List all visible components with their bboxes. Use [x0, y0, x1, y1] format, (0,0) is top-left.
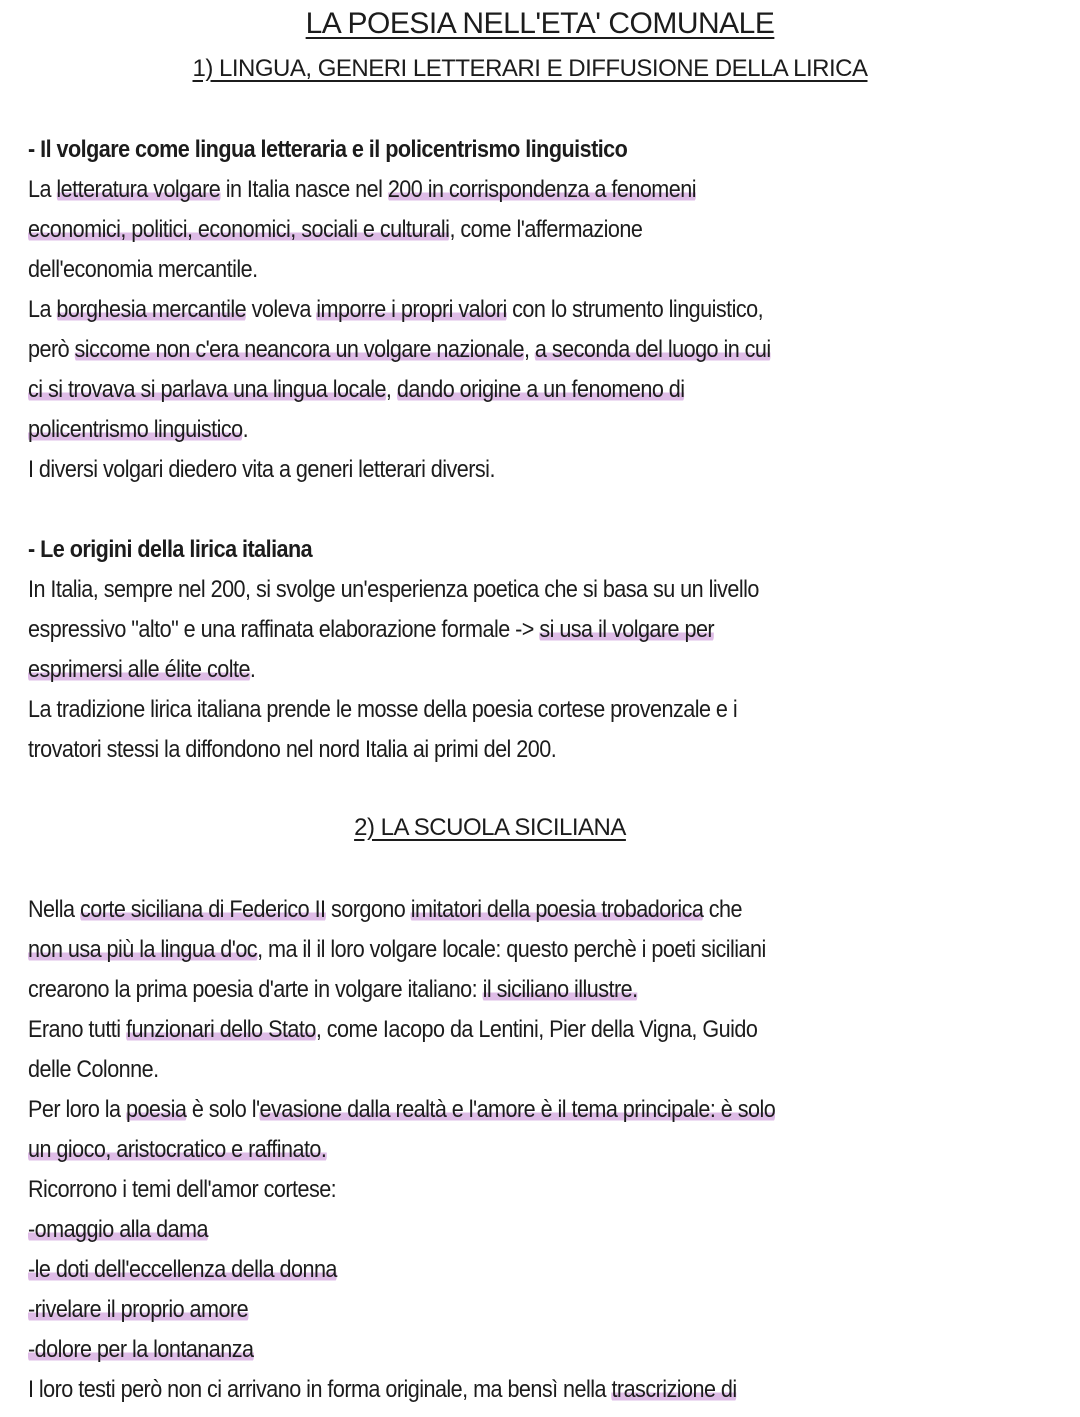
text-line	[28, 734, 556, 766]
text-line	[28, 934, 766, 966]
text-segment: La	[28, 296, 57, 323]
highlighted-text: 200 in corrispondenza a fenomeni	[387, 176, 696, 203]
text-line	[28, 974, 638, 1006]
text-segment: .	[249, 656, 256, 683]
text-segment: crearono la prima poesia d'arte in volgare italiano:	[28, 976, 483, 1003]
text-segment: ,	[385, 376, 397, 403]
text-line	[28, 1374, 737, 1406]
text-segment: In Italia, sempre nel 200, si svolge un'esperienza poetica che si basa su un livello	[28, 576, 759, 603]
text-segment: - Le origini della lirica italiana	[28, 536, 313, 563]
text-segment: Erano tutti	[28, 1016, 126, 1043]
text-segment: che	[703, 896, 742, 923]
text-segment: sorgono	[325, 896, 411, 923]
highlighted-text: dando origine a un fenomeno di	[396, 376, 685, 403]
text-segment: .	[242, 416, 249, 443]
text-line	[28, 1254, 337, 1286]
text-line	[28, 1214, 208, 1246]
text-line	[28, 1134, 326, 1166]
highlighted-text: il siciliano illustre.	[482, 976, 638, 1003]
subheading	[28, 534, 312, 566]
text-segment: in Italia nasce nel	[220, 176, 388, 203]
highlighted-text: ci si trovava si parlava una lingua locale	[28, 376, 386, 403]
text-line	[28, 374, 685, 406]
text-segment: Nella	[28, 896, 80, 923]
text-segment: trovatori stessi la diffondono nel nord Italia ai primi del 200.	[28, 736, 557, 763]
text-line	[28, 1054, 159, 1086]
highlighted-text: trascrizione di	[611, 1376, 737, 1403]
text-segment: Ricorrono i temi dell'amor cortese:	[28, 1176, 337, 1203]
highlighted-text: letteratura volgare	[56, 176, 221, 203]
highlighted-text: funzionari dello Stato	[125, 1016, 316, 1043]
highlighted-text: esprimersi alle élite colte	[28, 656, 250, 683]
text-segment: , come l'affermazione	[449, 216, 643, 243]
highlighted-text: si usa il volgare per	[539, 616, 715, 643]
text-line	[28, 214, 642, 246]
highlighted-text: -omaggio alla dama	[28, 1216, 208, 1243]
highlighted-text: policentrismo linguistico	[28, 416, 243, 443]
text-segment: La tradizione lirica italiana prende le mosse della poesia cortese provenzale e i	[28, 696, 738, 723]
highlighted-text: corte siciliana di Federico II	[79, 896, 326, 923]
text-line	[28, 1014, 757, 1046]
text-line	[28, 454, 495, 486]
text-segment: dell'economia mercantile.	[28, 256, 258, 283]
text-segment: I loro testi però non ci arrivano in forma originale, ma bensì nella	[28, 1376, 612, 1403]
text-line	[28, 654, 255, 686]
highlighted-text: borghesia mercantile	[56, 296, 247, 323]
section-1-title: 1) LINGUA, GENERI LETTERARI E DIFFUSIONE DELLA LIRICA	[192, 55, 868, 82]
text-segment: voleva	[246, 296, 317, 323]
text-segment: , ma il il loro volgare locale: questo perchè i poeti siciliani	[257, 936, 766, 963]
text-line	[28, 334, 771, 366]
highlighted-text: -dolore per la lontananza	[28, 1336, 254, 1363]
highlighted-text: -le doti dell'eccellenza della donna	[28, 1256, 337, 1283]
highlighted-text: imitatori della poesia trobadorica	[410, 896, 704, 923]
text-line	[28, 294, 763, 326]
text-segment: è solo l'	[186, 1096, 260, 1123]
text-segment: espressivo "alto" e una raffinata elaborazione formale ->	[28, 616, 540, 643]
highlighted-text: economici, politici, economici, sociali e culturali	[28, 216, 450, 243]
highlighted-text: a seconda del luogo in cui	[534, 336, 771, 363]
text-line	[28, 1294, 248, 1326]
section-2-title: 2) LA SCUOLA SICILIANA	[354, 814, 626, 841]
text-line	[28, 174, 696, 206]
text-line	[28, 414, 248, 446]
highlighted-text: evasione dalla realtà e l'amore è il tema principale: è solo	[259, 1096, 776, 1123]
text-line	[28, 1334, 253, 1366]
highlighted-text: -rivelare il proprio amore	[28, 1296, 249, 1323]
text-segment: però	[28, 336, 75, 363]
text-segment: con lo strumento linguistico,	[506, 296, 764, 323]
text-line	[28, 574, 759, 606]
text-line	[28, 1174, 336, 1206]
text-segment: - Il volgare come lingua letteraria e il policentrismo linguistico	[28, 136, 628, 163]
text-line	[28, 894, 742, 926]
text-line	[28, 694, 737, 726]
text-segment: Per loro la	[28, 1096, 126, 1123]
highlighted-text: poesia	[125, 1096, 187, 1123]
highlighted-text: non usa più la lingua d'oc	[28, 936, 258, 963]
text-segment: delle Colonne.	[28, 1056, 159, 1083]
text-segment: I diversi volgari diedero vita a generi letterari diversi.	[28, 456, 495, 483]
text-line	[28, 254, 258, 286]
page-title: LA POESIA NELL'ETA' COMUNALE	[305, 7, 775, 40]
highlighted-text: imporre i propri valori	[316, 296, 507, 323]
text-line	[28, 1094, 775, 1126]
highlighted-text: un gioco, aristocratico e raffinato.	[28, 1136, 327, 1163]
subheading	[28, 134, 627, 166]
text-line	[28, 614, 714, 646]
highlighted-text: siccome non c'era neancora un volgare nazionale	[74, 336, 524, 363]
text-segment: , come Iacopo da Lentini, Pier della Vigna, Guido	[315, 1016, 758, 1043]
text-segment: La	[28, 176, 57, 203]
text-segment: ,	[523, 336, 535, 363]
